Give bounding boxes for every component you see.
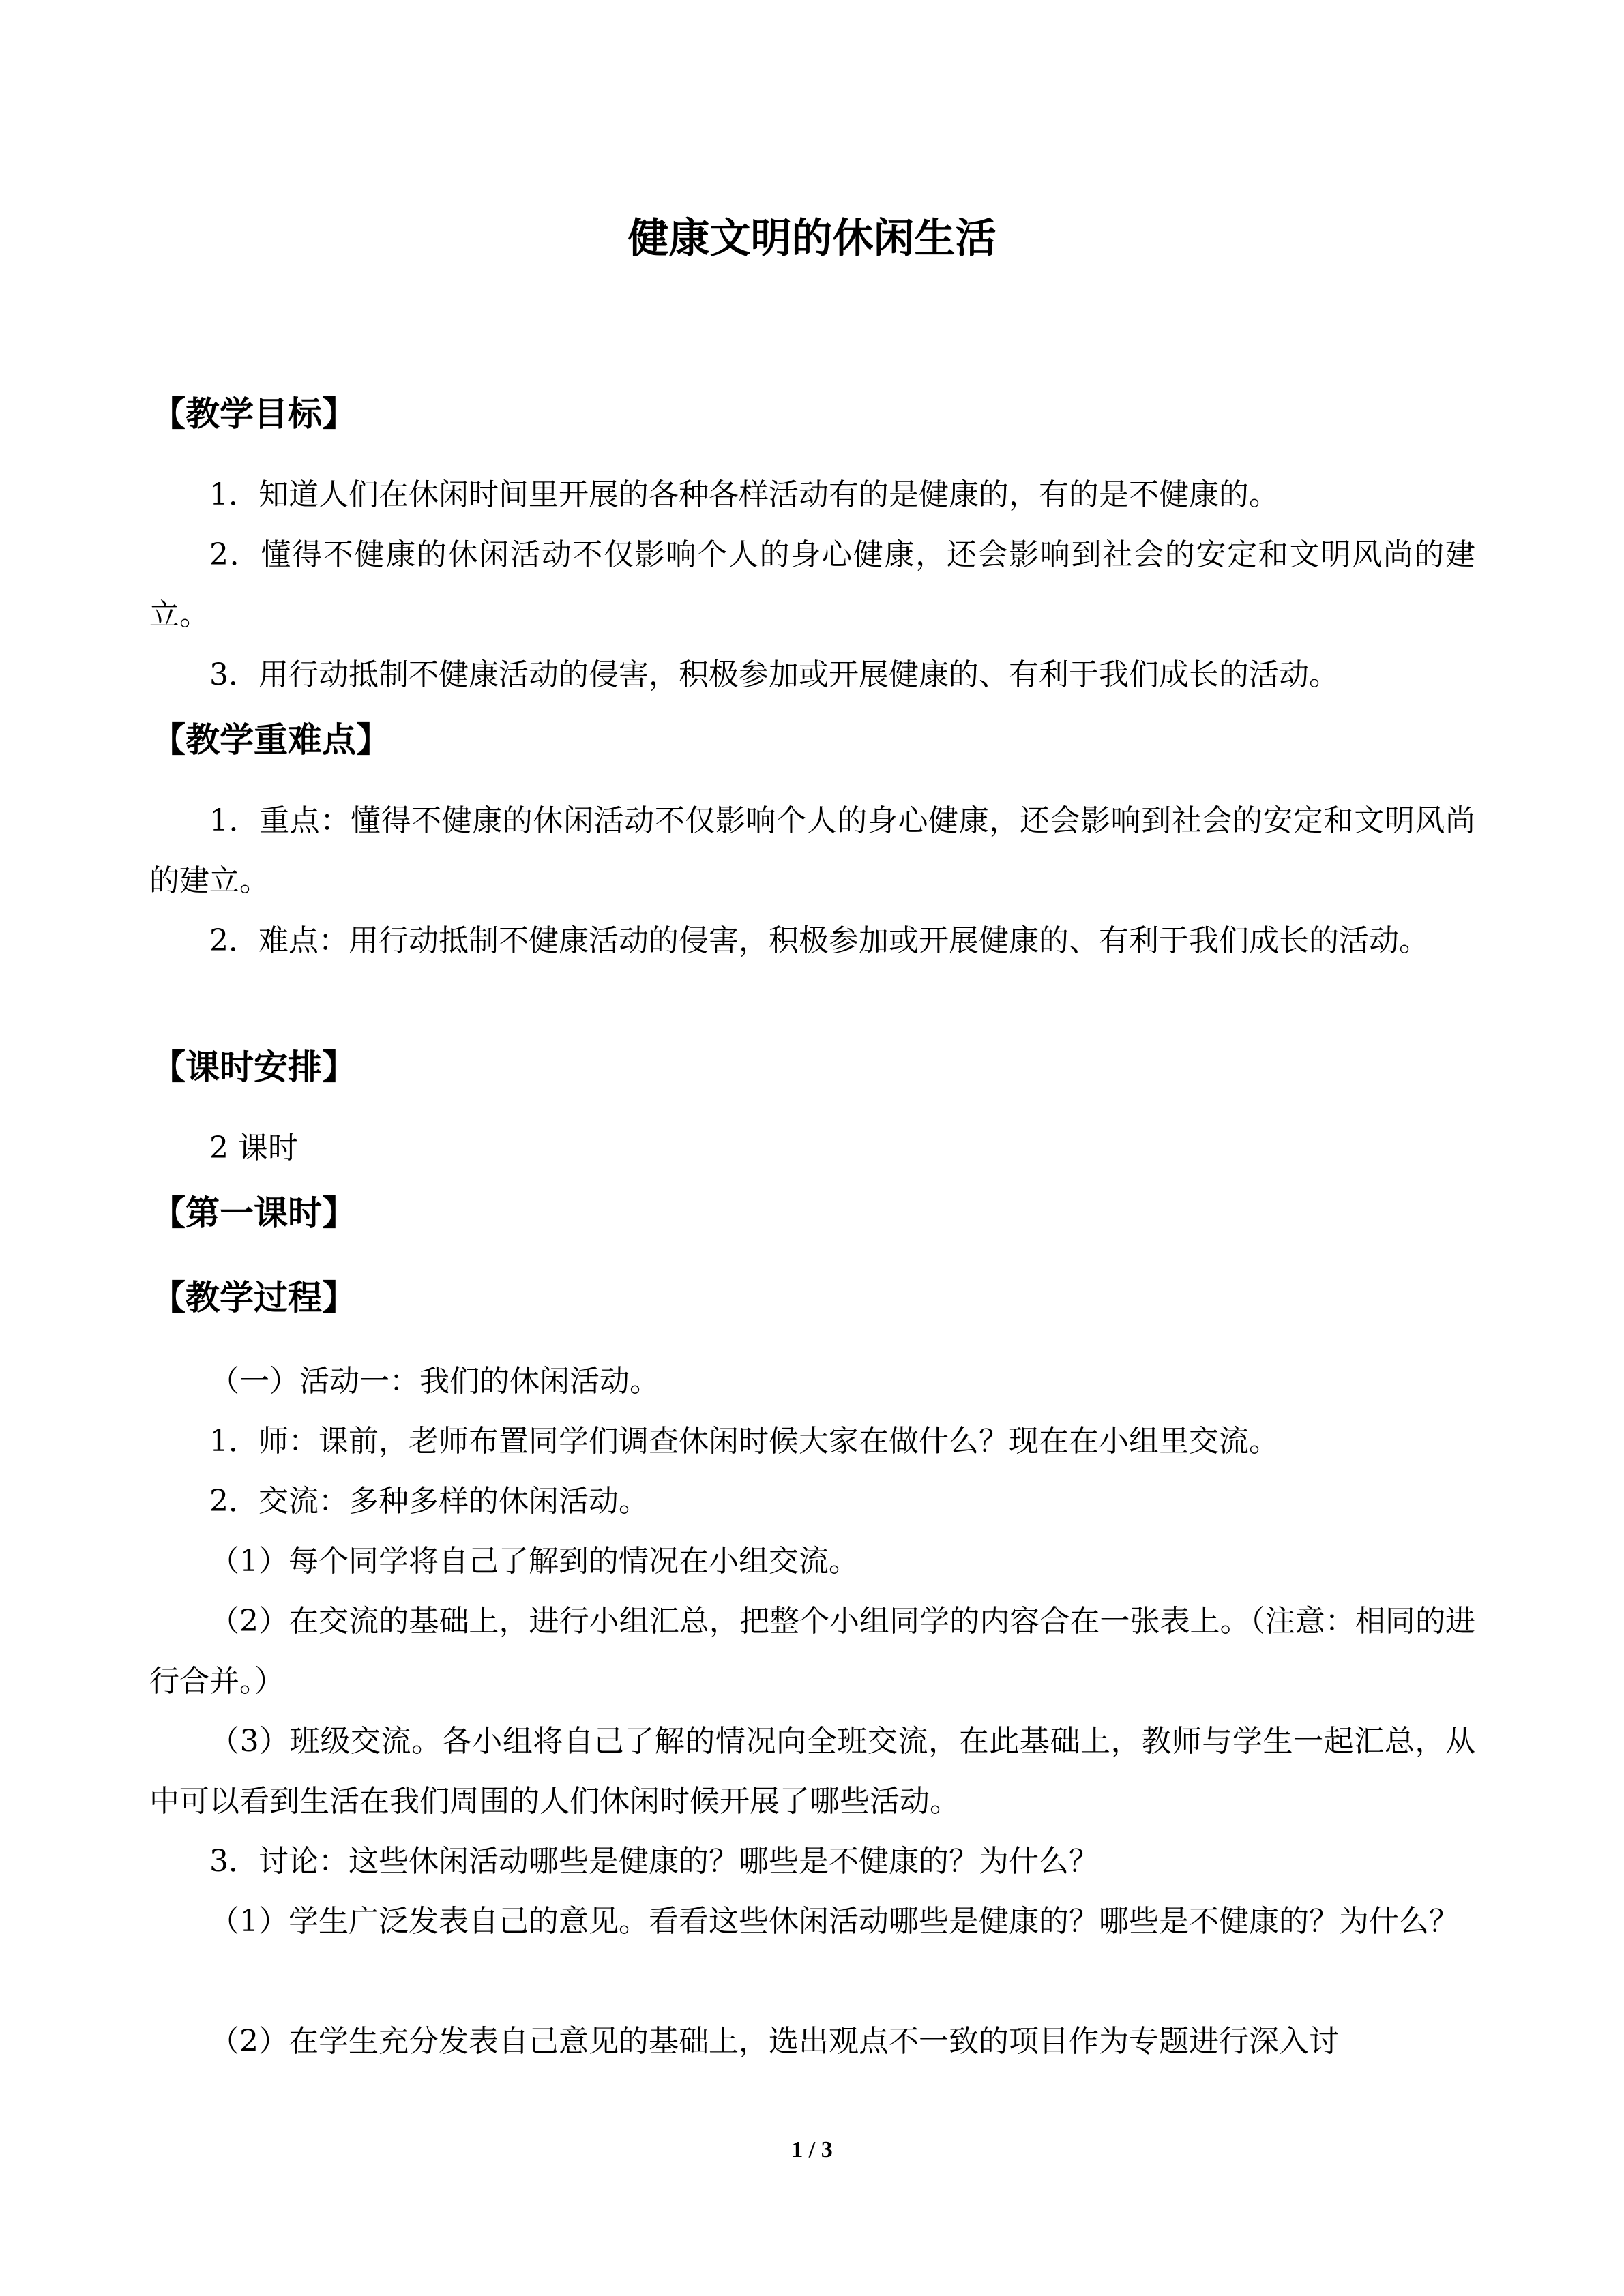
process-item-3: 2．交流：多种多样的休闲活动。: [209, 1484, 649, 1519]
page-title: 健康文明的休闲生活: [628, 215, 996, 263]
heading-schedule: 【课时安排】: [151, 1047, 356, 1087]
goal-item-3: 3．用行动抵制不健康活动的侵害，积极参加或开展健康的、有利于我们成长的活动。: [209, 657, 1339, 692]
process-item-1: （一）活动一：我们的休闲活动。: [209, 1364, 660, 1399]
process-item-7: 3．讨论：这些休闲活动哪些是健康的？哪些是不健康的？为什么？: [209, 1844, 1099, 1879]
process-item-8: （1）学生广泛发表自己的意见。看看这些休闲活动哪些是健康的？哪些是不健康的？为什么？: [209, 1904, 1459, 1939]
goal-item-2: 2．懂得不健康的休闲活动不仅影响个人的身心健康，还会影响到社会的安定和文明风尚的建立。: [149, 537, 1475, 632]
schedule-text: 2 课时: [209, 1131, 298, 1165]
key-point-item-1: 1．重点：懂得不健康的休闲活动不仅影响个人的身心健康，还会影响到社会的安定和文明风尚的建立。: [149, 803, 1475, 898]
process-item-4: （1）每个同学将自己了解到的情况在小组交流。: [209, 1544, 859, 1579]
heading-teaching-goals: 【教学目标】: [151, 394, 356, 434]
process-item-5: （2）在交流的基础上，进行小组汇总，把整个小组同学的内容合在一张表上。（注意：相同的进行合并。）: [149, 1604, 1475, 1699]
heading-lesson-one: 【第一课时】: [151, 1193, 356, 1233]
heading-key-points: 【教学重难点】: [151, 720, 390, 760]
page-number: 1 / 3: [791, 2137, 833, 2162]
heading-teaching-process: 【教学过程】: [151, 1278, 356, 1317]
process-item-2: 1．师：课前，老师布置同学们调查休闲时候大家在做什么？现在在小组里交流。: [209, 1424, 1279, 1459]
process-item-9: （2）在学生充分发表自己意见的基础上，选出观点不一致的项目作为专题进行深入讨: [209, 2024, 1339, 2059]
process-item-6: （3）班级交流。各小组将自己了解的情况向全班交流，在此基础上，教师与学生一起汇总，从中可以看到生活在我们周围的人们休闲时候开展了哪些活动。: [149, 1724, 1475, 1819]
key-point-item-2: 2．难点：用行动抵制不健康活动的侵害，积极参加或开展健康的、有利于我们成长的活动。: [209, 923, 1429, 958]
goal-item-1: 1．知道人们在休闲时间里开展的各种各样活动有的是健康的，有的是不健康的。: [209, 477, 1279, 512]
